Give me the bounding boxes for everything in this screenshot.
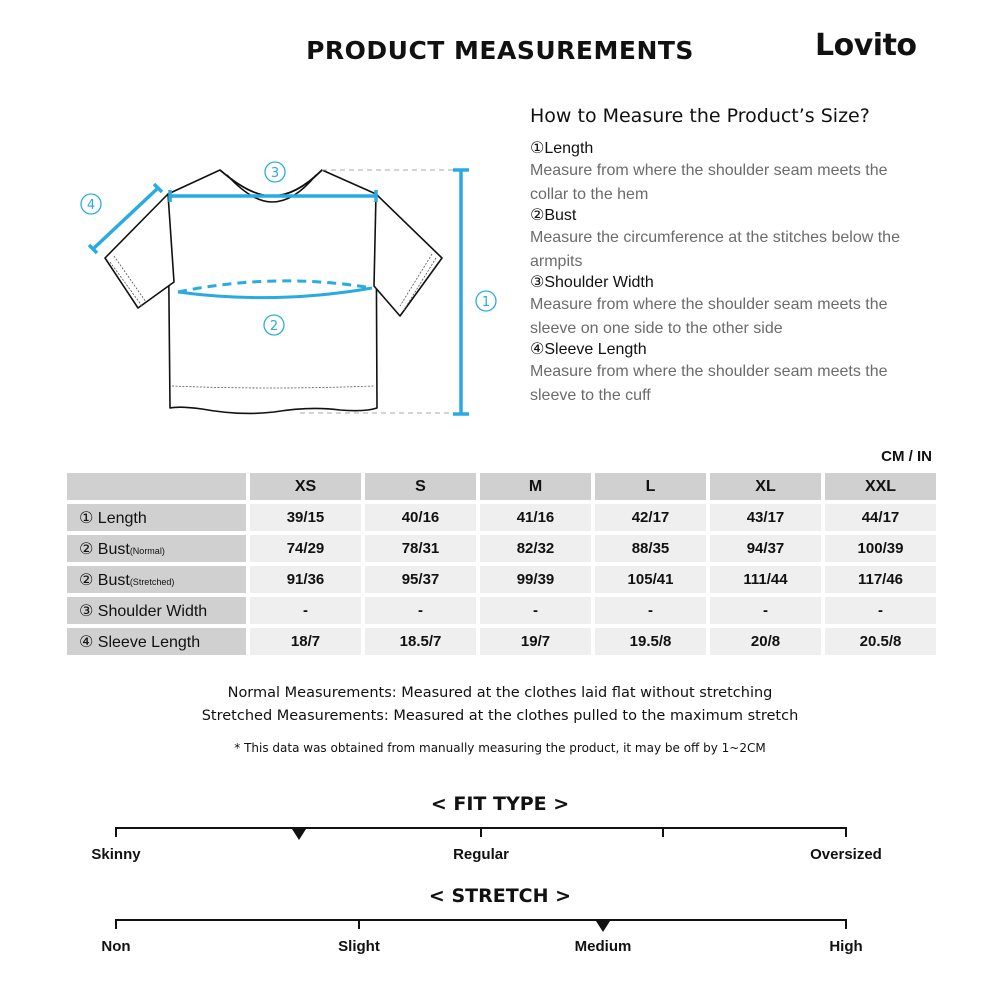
stretch-label-slight: Slight — [338, 938, 380, 955]
measure-item-name: ②Bust — [530, 207, 577, 224]
table-cell: 40/16 — [365, 504, 476, 531]
units-label: CM / IN — [881, 448, 932, 465]
row-number: ③ — [79, 602, 94, 620]
stretch-tick — [845, 919, 847, 929]
fit-type-label-oversized: Oversized — [810, 846, 882, 863]
normal-note: Normal Measurements: Measured at the clothes laid flat without stretching — [227, 685, 773, 701]
size-header: XS — [250, 473, 361, 500]
row-label-text: Sleeve Length — [97, 633, 201, 651]
fit-type-label-skinny: Skinny — [91, 846, 141, 863]
fit-type-label-regular: Regular — [453, 846, 509, 863]
table-cell: 111/44 — [710, 566, 821, 593]
measure-item-desc: Measure from where the shoulder seam meets the sleeve on one side to the other side — [530, 296, 888, 337]
marker-bust: 2 — [269, 319, 279, 334]
row-label-text: Shoulder Width — [97, 602, 208, 620]
row-number: ① — [79, 509, 94, 527]
table-cell: 18/7 — [250, 628, 361, 655]
table-cell: 94/37 — [710, 535, 821, 562]
tshirt-diagram — [70, 150, 510, 430]
table-cell: 44/17 — [825, 504, 936, 531]
table-cell: 20/8 — [710, 628, 821, 655]
measure-item — [530, 206, 970, 273]
stretched-note: Stretched Measurements: Measured at the clothes pulled to the maximum stretch — [201, 708, 799, 724]
table-cell: 105/41 — [595, 566, 706, 593]
size-header: XL — [710, 473, 821, 500]
table-cell: 41/16 — [480, 504, 591, 531]
table-cell: 42/17 — [595, 504, 706, 531]
stretch-label-non: Non — [101, 938, 131, 955]
stretch-marker — [596, 921, 610, 932]
table-row — [67, 566, 936, 593]
measure-item — [530, 139, 970, 206]
row-label-sub: (Normal) — [129, 545, 165, 556]
stretch-title: < STRETCH > — [428, 885, 572, 907]
fit-type-tick — [845, 827, 847, 837]
brand-logo: Lovito — [815, 28, 917, 63]
how-to-measure-heading: How to Measure the Product’s Size? — [530, 105, 870, 127]
table-cell: 78/31 — [365, 535, 476, 562]
fit-type-tick — [662, 827, 664, 837]
marker-sleeve: 4 — [86, 198, 96, 213]
fit-type-tick — [480, 827, 482, 837]
row-label-sub: (Stretched) — [129, 576, 175, 587]
fit-type-tick — [115, 827, 117, 837]
measurement-notes — [0, 682, 1000, 728]
size-header: M — [480, 473, 591, 500]
table-cell: 91/36 — [250, 566, 361, 593]
stretch-label-high: High — [829, 938, 863, 955]
table-cell: - — [480, 597, 591, 624]
measure-item-name: ④Sleeve Length — [530, 341, 647, 358]
size-header: L — [595, 473, 706, 500]
row-label-text: Bust — [97, 571, 130, 589]
table-header-row — [67, 473, 936, 500]
measure-item — [530, 340, 970, 407]
table-cell: 82/32 — [480, 535, 591, 562]
row-label — [67, 597, 246, 624]
row-number: ② — [79, 540, 94, 558]
tshirt-illustration — [70, 150, 510, 430]
table-cell: 95/37 — [365, 566, 476, 593]
footnote: * This data was obtained from manually measuring the product, it may be off by 1~2CM — [234, 741, 766, 755]
row-label — [67, 504, 246, 531]
table-row — [67, 535, 936, 562]
table-cell: - — [595, 597, 706, 624]
row-label — [67, 535, 246, 562]
table-cell: - — [825, 597, 936, 624]
table-cell: 74/29 — [250, 535, 361, 562]
how-to-measure — [530, 105, 970, 407]
fit-type-title: < FIT TYPE > — [430, 793, 570, 815]
table-corner — [67, 473, 246, 500]
measure-item-desc: Measure from where the shoulder seam meets the collar to the hem — [530, 162, 888, 203]
row-number: ④ — [79, 633, 94, 651]
marker-shoulder: 3 — [270, 166, 280, 181]
table-cell: 18.5/7 — [365, 628, 476, 655]
table-row — [67, 628, 936, 655]
table-cell: - — [710, 597, 821, 624]
size-header: XXL — [825, 473, 936, 500]
table-row — [67, 504, 936, 531]
measure-item-name: ③Shoulder Width — [530, 274, 654, 291]
measure-item-name: ①Length — [530, 140, 594, 157]
size-table — [63, 469, 940, 659]
table-cell: 20.5/8 — [825, 628, 936, 655]
table-cell: 100/39 — [825, 535, 936, 562]
row-label-text: Bust — [97, 540, 130, 558]
measure-item-desc: Measure from where the shoulder seam meets the sleeve to the cuff — [530, 363, 888, 404]
row-label — [67, 628, 246, 655]
stretch-line — [115, 919, 847, 921]
row-number: ② — [79, 571, 94, 589]
row-label-text: Length — [97, 509, 147, 527]
table-cell: 99/39 — [480, 566, 591, 593]
table-cell: 39/15 — [250, 504, 361, 531]
table-cell: - — [250, 597, 361, 624]
row-label — [67, 566, 246, 593]
table-cell: 19.5/8 — [595, 628, 706, 655]
fit-type-marker — [292, 829, 306, 840]
table-cell: - — [365, 597, 476, 624]
stretch-label-medium: Medium — [574, 938, 632, 955]
stretch-tick — [358, 919, 360, 929]
measure-item — [530, 273, 970, 340]
table-cell: 19/7 — [480, 628, 591, 655]
marker-length: 1 — [481, 295, 491, 310]
table-cell: 117/46 — [825, 566, 936, 593]
size-header: S — [365, 473, 476, 500]
table-row — [67, 597, 936, 624]
measure-item-desc: Measure the circumference at the stitches below the armpits — [530, 229, 900, 270]
table-cell: 88/35 — [595, 535, 706, 562]
table-cell: 43/17 — [710, 504, 821, 531]
page-title: PRODUCT MEASUREMENTS — [306, 36, 694, 65]
stretch-tick — [115, 919, 117, 929]
